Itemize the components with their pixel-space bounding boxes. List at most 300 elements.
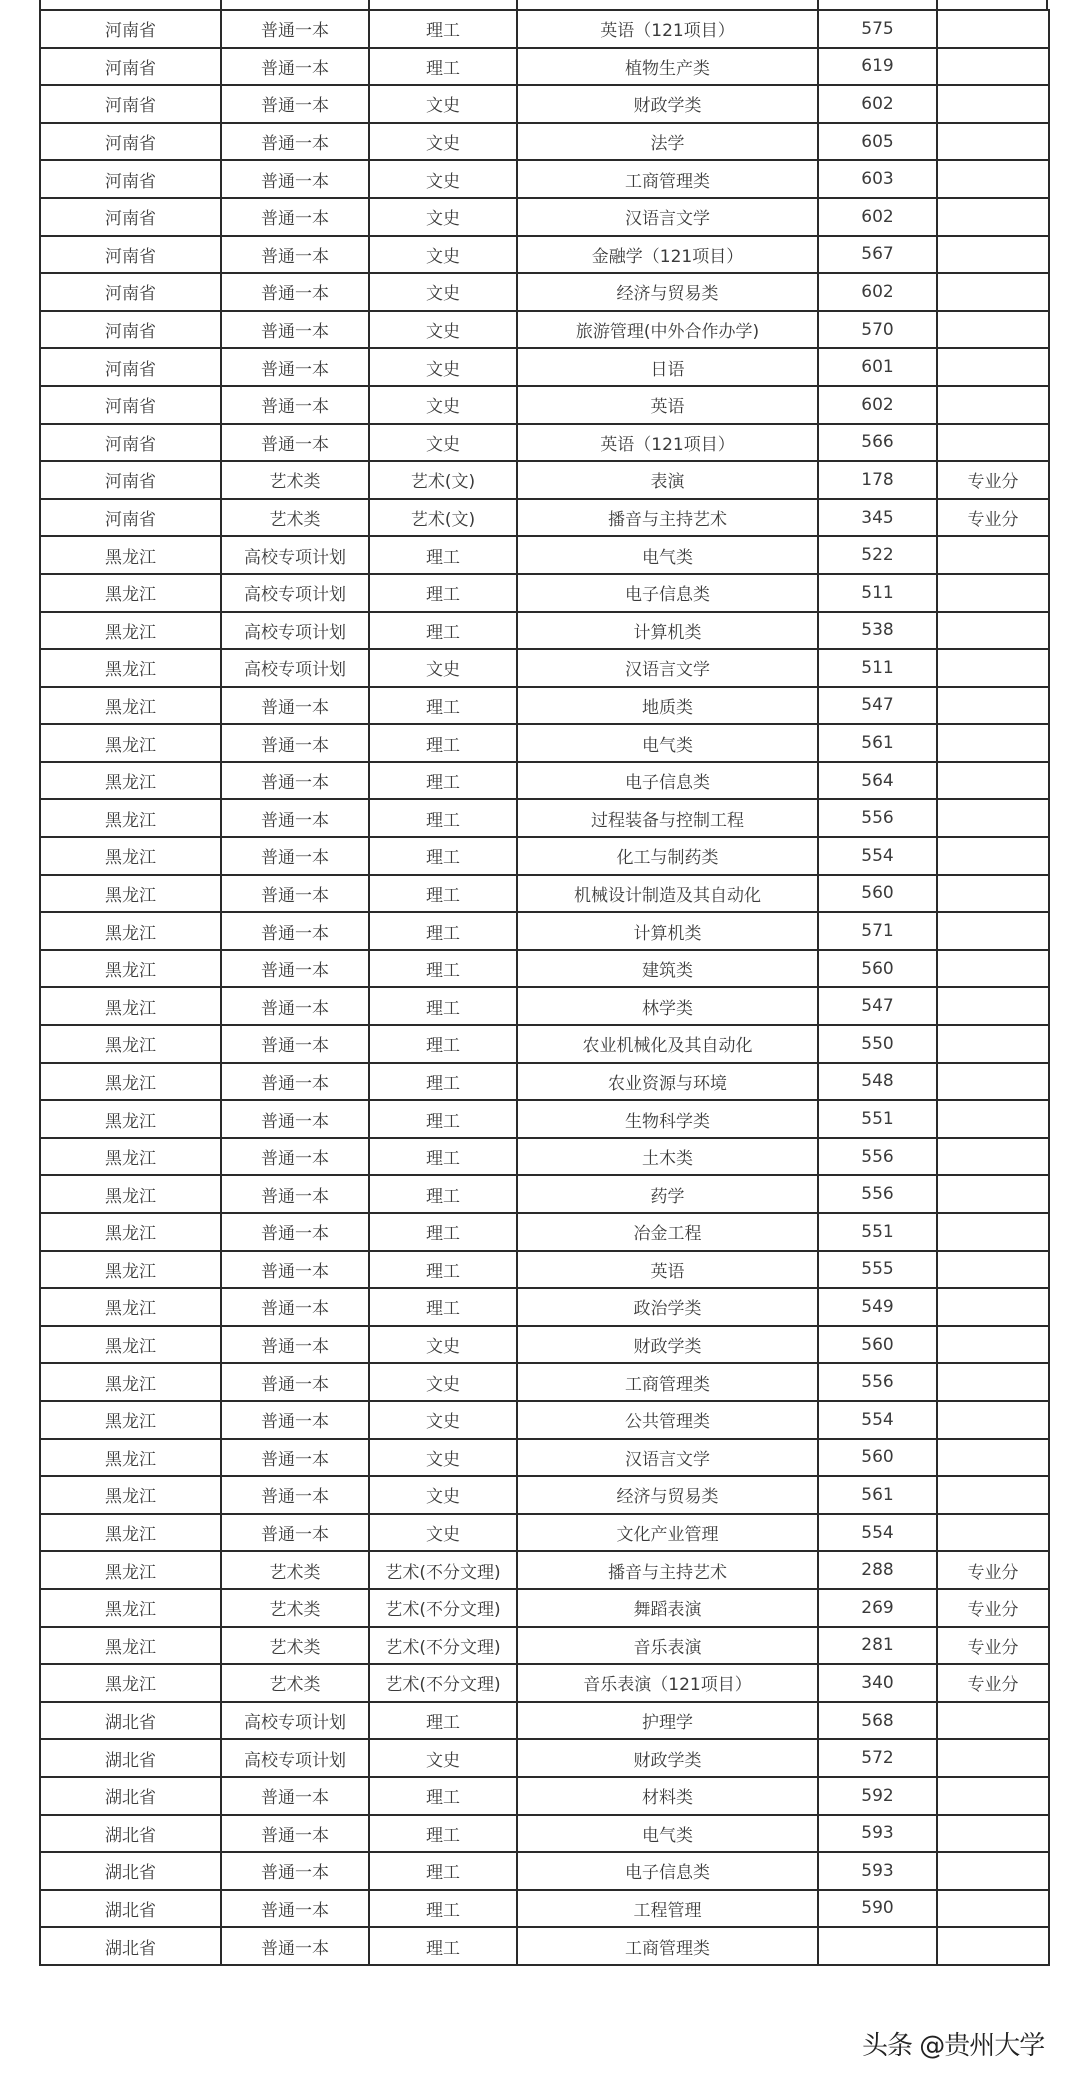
major-cell: 法学 xyxy=(517,123,818,161)
note-cell xyxy=(937,1890,1049,1928)
table-row xyxy=(40,85,1049,123)
major-cell: 工商管理类 xyxy=(517,1363,818,1401)
score-cell: 593 xyxy=(818,1852,937,1890)
major-cell: 电子信息类 xyxy=(517,1852,818,1890)
note-cell xyxy=(937,875,1049,913)
category-cell: 理工 xyxy=(369,1852,517,1890)
batch-cell: 普通一本 xyxy=(221,311,369,349)
table-row xyxy=(40,1175,1049,1213)
score-cell: 340 xyxy=(818,1664,937,1702)
table-row xyxy=(40,1288,1049,1326)
score-cell: 288 xyxy=(818,1551,937,1589)
note-cell xyxy=(937,1739,1049,1777)
major-cell: 英语（121项目） xyxy=(517,424,818,462)
batch-cell: 普通一本 xyxy=(221,1401,369,1439)
province-cell: 黑龙江 xyxy=(40,875,221,913)
category-cell: 理工 xyxy=(369,912,517,950)
score-cell xyxy=(818,1927,937,1965)
note-cell xyxy=(937,1439,1049,1477)
category-cell: 文史 xyxy=(369,1363,517,1401)
province-cell: 黑龙江 xyxy=(40,1664,221,1702)
batch-cell: 普通一本 xyxy=(221,912,369,950)
score-cell: 575 xyxy=(818,10,937,48)
batch-cell: 普通一本 xyxy=(221,424,369,462)
province-cell: 河南省 xyxy=(40,499,221,537)
province-cell: 黑龙江 xyxy=(40,1627,221,1665)
table-row xyxy=(40,1927,1049,1965)
category-cell: 理工 xyxy=(369,1777,517,1815)
table-row xyxy=(40,499,1049,537)
batch-cell: 普通一本 xyxy=(221,987,369,1025)
score-cell: 511 xyxy=(818,649,937,687)
table-row xyxy=(40,10,1049,48)
score-cell: 556 xyxy=(818,1138,937,1176)
score-cell: 603 xyxy=(818,160,937,198)
table-row xyxy=(40,198,1049,236)
province-cell: 河南省 xyxy=(40,85,221,123)
note-cell xyxy=(937,950,1049,988)
table-row xyxy=(40,1551,1049,1589)
category-cell: 理工 xyxy=(369,536,517,574)
table-row xyxy=(40,1401,1049,1439)
category-cell: 理工 xyxy=(369,1890,517,1928)
major-cell: 冶金工程 xyxy=(517,1213,818,1251)
column-divider xyxy=(516,0,518,9)
note-cell xyxy=(937,1213,1049,1251)
province-cell: 黑龙江 xyxy=(40,574,221,612)
batch-cell: 普通一本 xyxy=(221,1063,369,1101)
table-row xyxy=(40,348,1049,386)
note-cell xyxy=(937,1251,1049,1289)
score-cell: 548 xyxy=(818,1063,937,1101)
category-cell: 文史 xyxy=(369,1401,517,1439)
score-cell: 556 xyxy=(818,1363,937,1401)
note-cell xyxy=(937,1777,1049,1815)
column-divider xyxy=(936,0,938,9)
table-row xyxy=(40,762,1049,800)
batch-cell: 高校专项计划 xyxy=(221,649,369,687)
province-cell: 黑龙江 xyxy=(40,536,221,574)
category-cell: 文史 xyxy=(369,311,517,349)
category-cell: 理工 xyxy=(369,1100,517,1138)
major-cell: 英语（121项目） xyxy=(517,10,818,48)
table-row xyxy=(40,687,1049,725)
major-cell: 护理学 xyxy=(517,1702,818,1740)
table-row xyxy=(40,1138,1049,1176)
batch-cell: 普通一本 xyxy=(221,1363,369,1401)
province-cell: 黑龙江 xyxy=(40,1175,221,1213)
category-cell: 文史 xyxy=(369,1326,517,1364)
province-cell: 湖北省 xyxy=(40,1890,221,1928)
score-cell: 561 xyxy=(818,724,937,762)
province-cell: 河南省 xyxy=(40,348,221,386)
category-cell: 文史 xyxy=(369,198,517,236)
major-cell: 音乐表演 xyxy=(517,1627,818,1665)
province-cell: 黑龙江 xyxy=(40,724,221,762)
score-cell: 605 xyxy=(818,123,937,161)
note-cell xyxy=(937,1927,1049,1965)
score-cell: 567 xyxy=(818,236,937,274)
table-row xyxy=(40,1852,1049,1890)
note-cell xyxy=(937,348,1049,386)
batch-cell: 普通一本 xyxy=(221,10,369,48)
category-cell: 文史 xyxy=(369,1476,517,1514)
note-cell xyxy=(937,1702,1049,1740)
score-cell: 564 xyxy=(818,762,937,800)
table-row xyxy=(40,912,1049,950)
table-row xyxy=(40,424,1049,462)
major-cell: 汉语言文学 xyxy=(517,1439,818,1477)
category-cell: 理工 xyxy=(369,48,517,86)
batch-cell: 普通一本 xyxy=(221,950,369,988)
major-cell: 舞蹈表演 xyxy=(517,1589,818,1627)
province-cell: 黑龙江 xyxy=(40,1439,221,1477)
major-cell: 音乐表演（121项目） xyxy=(517,1664,818,1702)
column-divider xyxy=(368,0,370,9)
major-cell: 旅游管理(中外合作办学) xyxy=(517,311,818,349)
major-cell: 英语 xyxy=(517,386,818,424)
category-cell: 理工 xyxy=(369,1175,517,1213)
score-cell: 560 xyxy=(818,950,937,988)
score-cell: 551 xyxy=(818,1213,937,1251)
category-cell: 理工 xyxy=(369,1025,517,1063)
batch-cell: 高校专项计划 xyxy=(221,1739,369,1777)
category-cell: 理工 xyxy=(369,799,517,837)
category-cell: 理工 xyxy=(369,1288,517,1326)
note-cell xyxy=(937,1476,1049,1514)
batch-cell: 高校专项计划 xyxy=(221,574,369,612)
note-cell xyxy=(937,1138,1049,1176)
batch-cell: 普通一本 xyxy=(221,1288,369,1326)
major-cell: 政治学类 xyxy=(517,1288,818,1326)
province-cell: 黑龙江 xyxy=(40,1138,221,1176)
category-cell: 艺术(文) xyxy=(369,461,517,499)
major-cell: 经济与贸易类 xyxy=(517,273,818,311)
major-cell: 材料类 xyxy=(517,1777,818,1815)
province-cell: 河南省 xyxy=(40,311,221,349)
note-cell xyxy=(937,1025,1049,1063)
table-row xyxy=(40,724,1049,762)
major-cell: 汉语言文学 xyxy=(517,649,818,687)
column-divider xyxy=(220,0,222,9)
major-cell: 过程装备与控制工程 xyxy=(517,799,818,837)
note-cell xyxy=(937,1852,1049,1890)
major-cell: 金融学（121项目） xyxy=(517,236,818,274)
note-cell xyxy=(937,10,1049,48)
province-cell: 河南省 xyxy=(40,48,221,86)
batch-cell: 高校专项计划 xyxy=(221,1702,369,1740)
province-cell: 湖北省 xyxy=(40,1852,221,1890)
score-cell: 601 xyxy=(818,348,937,386)
score-cell: 571 xyxy=(818,912,937,950)
category-cell: 艺术(不分文理) xyxy=(369,1589,517,1627)
score-cell: 619 xyxy=(818,48,937,86)
score-cell: 522 xyxy=(818,536,937,574)
table-row xyxy=(40,273,1049,311)
major-cell: 播音与主持艺术 xyxy=(517,499,818,537)
score-cell: 345 xyxy=(818,499,937,537)
category-cell: 理工 xyxy=(369,1063,517,1101)
table-row xyxy=(40,386,1049,424)
table-row xyxy=(40,649,1049,687)
category-cell: 文史 xyxy=(369,273,517,311)
score-cell: 554 xyxy=(818,1514,937,1552)
note-cell: 专业分 xyxy=(937,1627,1049,1665)
note-cell xyxy=(937,837,1049,875)
batch-cell: 普通一本 xyxy=(221,1476,369,1514)
score-cell: 560 xyxy=(818,1439,937,1477)
score-cell: 602 xyxy=(818,386,937,424)
admission-scores-table xyxy=(39,9,1050,1966)
province-cell: 黑龙江 xyxy=(40,1025,221,1063)
score-cell: 556 xyxy=(818,1175,937,1213)
category-cell: 艺术(文) xyxy=(369,499,517,537)
batch-cell: 普通一本 xyxy=(221,1100,369,1138)
score-cell: 551 xyxy=(818,1100,937,1138)
province-cell: 黑龙江 xyxy=(40,1514,221,1552)
note-cell xyxy=(937,724,1049,762)
score-cell: 590 xyxy=(818,1890,937,1928)
score-cell: 560 xyxy=(818,875,937,913)
province-cell: 黑龙江 xyxy=(40,649,221,687)
batch-cell: 普通一本 xyxy=(221,1138,369,1176)
batch-cell: 普通一本 xyxy=(221,1326,369,1364)
province-cell: 河南省 xyxy=(40,123,221,161)
table-row xyxy=(40,950,1049,988)
note-cell: 专业分 xyxy=(937,461,1049,499)
note-cell xyxy=(937,1514,1049,1552)
table-row xyxy=(40,160,1049,198)
batch-cell: 普通一本 xyxy=(221,1927,369,1965)
note-cell xyxy=(937,424,1049,462)
batch-cell: 普通一本 xyxy=(221,1514,369,1552)
province-cell: 黑龙江 xyxy=(40,1213,221,1251)
table-row xyxy=(40,1702,1049,1740)
province-cell: 黑龙江 xyxy=(40,762,221,800)
table-row xyxy=(40,1514,1049,1552)
note-cell xyxy=(937,311,1049,349)
category-cell: 文史 xyxy=(369,123,517,161)
category-cell: 文史 xyxy=(369,348,517,386)
major-cell: 英语 xyxy=(517,1251,818,1289)
score-cell: 547 xyxy=(818,687,937,725)
note-cell xyxy=(937,123,1049,161)
batch-cell: 艺术类 xyxy=(221,1664,369,1702)
category-cell: 文史 xyxy=(369,85,517,123)
category-cell: 理工 xyxy=(369,950,517,988)
table-row xyxy=(40,1890,1049,1928)
score-cell: 561 xyxy=(818,1476,937,1514)
category-cell: 理工 xyxy=(369,687,517,725)
major-cell: 工商管理类 xyxy=(517,1927,818,1965)
province-cell: 河南省 xyxy=(40,10,221,48)
table-row xyxy=(40,1025,1049,1063)
category-cell: 理工 xyxy=(369,875,517,913)
note-cell xyxy=(937,236,1049,274)
major-cell: 电子信息类 xyxy=(517,762,818,800)
category-cell: 理工 xyxy=(369,1251,517,1289)
category-cell: 艺术(不分文理) xyxy=(369,1551,517,1589)
score-cell: 560 xyxy=(818,1326,937,1364)
score-cell: 592 xyxy=(818,1777,937,1815)
batch-cell: 普通一本 xyxy=(221,1251,369,1289)
table-row xyxy=(40,987,1049,1025)
note-cell xyxy=(937,762,1049,800)
province-cell: 黑龙江 xyxy=(40,837,221,875)
batch-cell: 普通一本 xyxy=(221,198,369,236)
score-cell: 556 xyxy=(818,799,937,837)
score-cell: 178 xyxy=(818,461,937,499)
province-cell: 河南省 xyxy=(40,160,221,198)
note-cell xyxy=(937,1326,1049,1364)
category-cell: 理工 xyxy=(369,762,517,800)
major-cell: 土木类 xyxy=(517,1138,818,1176)
score-cell: 554 xyxy=(818,837,937,875)
note-cell xyxy=(937,612,1049,650)
batch-cell: 艺术类 xyxy=(221,1551,369,1589)
batch-cell: 普通一本 xyxy=(221,273,369,311)
category-cell: 理工 xyxy=(369,10,517,48)
score-cell: 602 xyxy=(818,85,937,123)
note-cell xyxy=(937,48,1049,86)
note-cell xyxy=(937,273,1049,311)
batch-cell: 艺术类 xyxy=(221,1627,369,1665)
batch-cell: 高校专项计划 xyxy=(221,536,369,574)
note-cell xyxy=(937,386,1049,424)
watermark: 头条 @贵州大学 xyxy=(862,2031,1045,2061)
province-cell: 湖北省 xyxy=(40,1739,221,1777)
category-cell: 理工 xyxy=(369,987,517,1025)
batch-cell: 普通一本 xyxy=(221,1852,369,1890)
table-row xyxy=(40,1063,1049,1101)
table-row xyxy=(40,612,1049,650)
batch-cell: 普通一本 xyxy=(221,348,369,386)
major-cell: 电气类 xyxy=(517,536,818,574)
table-row xyxy=(40,1363,1049,1401)
note-cell xyxy=(937,198,1049,236)
category-cell: 文史 xyxy=(369,1739,517,1777)
score-cell: 554 xyxy=(818,1401,937,1439)
province-cell: 黑龙江 xyxy=(40,1401,221,1439)
table-row xyxy=(40,574,1049,612)
major-cell: 表演 xyxy=(517,461,818,499)
major-cell: 财政学类 xyxy=(517,85,818,123)
category-cell: 文史 xyxy=(369,1439,517,1477)
major-cell: 药学 xyxy=(517,1175,818,1213)
category-cell: 文史 xyxy=(369,160,517,198)
table-row xyxy=(40,799,1049,837)
table-row xyxy=(40,311,1049,349)
note-cell xyxy=(937,799,1049,837)
table-row xyxy=(40,236,1049,274)
note-cell: 专业分 xyxy=(937,1664,1049,1702)
major-cell: 计算机类 xyxy=(517,912,818,950)
batch-cell: 普通一本 xyxy=(221,48,369,86)
province-cell: 黑龙江 xyxy=(40,799,221,837)
category-cell: 理工 xyxy=(369,1815,517,1853)
batch-cell: 普通一本 xyxy=(221,1175,369,1213)
province-cell: 黑龙江 xyxy=(40,1476,221,1514)
batch-cell: 普通一本 xyxy=(221,1439,369,1477)
table-row xyxy=(40,1627,1049,1665)
table-row xyxy=(40,1664,1049,1702)
table-top-partial-row xyxy=(39,0,1048,9)
score-cell: 538 xyxy=(818,612,937,650)
major-cell: 生物科学类 xyxy=(517,1100,818,1138)
table-row xyxy=(40,1326,1049,1364)
batch-cell: 艺术类 xyxy=(221,1589,369,1627)
category-cell: 文史 xyxy=(369,236,517,274)
province-cell: 湖北省 xyxy=(40,1815,221,1853)
table-row xyxy=(40,1439,1049,1477)
batch-cell: 普通一本 xyxy=(221,1777,369,1815)
note-cell xyxy=(937,1288,1049,1326)
major-cell: 财政学类 xyxy=(517,1739,818,1777)
province-cell: 湖北省 xyxy=(40,1927,221,1965)
table-row xyxy=(40,48,1049,86)
major-cell: 电气类 xyxy=(517,1815,818,1853)
note-cell xyxy=(937,1175,1049,1213)
note-cell xyxy=(937,687,1049,725)
province-cell: 黑龙江 xyxy=(40,1326,221,1364)
table-row xyxy=(40,1815,1049,1853)
province-cell: 黑龙江 xyxy=(40,912,221,950)
category-cell: 理工 xyxy=(369,1213,517,1251)
batch-cell: 普通一本 xyxy=(221,386,369,424)
province-cell: 黑龙江 xyxy=(40,612,221,650)
category-cell: 文史 xyxy=(369,386,517,424)
major-cell: 农业资源与环境 xyxy=(517,1063,818,1101)
score-cell: 547 xyxy=(818,987,937,1025)
major-cell: 农业机械化及其自动化 xyxy=(517,1025,818,1063)
score-cell: 602 xyxy=(818,198,937,236)
batch-cell: 普通一本 xyxy=(221,799,369,837)
score-cell: 602 xyxy=(818,273,937,311)
province-cell: 黑龙江 xyxy=(40,1100,221,1138)
province-cell: 黑龙江 xyxy=(40,1363,221,1401)
note-cell xyxy=(937,1100,1049,1138)
category-cell: 理工 xyxy=(369,1138,517,1176)
batch-cell: 普通一本 xyxy=(221,1815,369,1853)
note-cell xyxy=(937,1815,1049,1853)
score-cell: 550 xyxy=(818,1025,937,1063)
province-cell: 黑龙江 xyxy=(40,1589,221,1627)
batch-cell: 普通一本 xyxy=(221,85,369,123)
batch-cell: 艺术类 xyxy=(221,499,369,537)
batch-cell: 普通一本 xyxy=(221,1213,369,1251)
note-cell xyxy=(937,1401,1049,1439)
province-cell: 黑龙江 xyxy=(40,687,221,725)
major-cell: 计算机类 xyxy=(517,612,818,650)
major-cell: 工程管理 xyxy=(517,1890,818,1928)
note-cell xyxy=(937,987,1049,1025)
major-cell: 播音与主持艺术 xyxy=(517,1551,818,1589)
score-cell: 593 xyxy=(818,1815,937,1853)
score-cell: 269 xyxy=(818,1589,937,1627)
category-cell: 文史 xyxy=(369,424,517,462)
batch-cell: 普通一本 xyxy=(221,123,369,161)
category-cell: 艺术(不分文理) xyxy=(369,1627,517,1665)
province-cell: 河南省 xyxy=(40,461,221,499)
province-cell: 河南省 xyxy=(40,424,221,462)
table-row xyxy=(40,1213,1049,1251)
note-cell xyxy=(937,1063,1049,1101)
category-cell: 文史 xyxy=(369,649,517,687)
major-cell: 日语 xyxy=(517,348,818,386)
major-cell: 经济与贸易类 xyxy=(517,1476,818,1514)
province-cell: 河南省 xyxy=(40,198,221,236)
batch-cell: 普通一本 xyxy=(221,762,369,800)
